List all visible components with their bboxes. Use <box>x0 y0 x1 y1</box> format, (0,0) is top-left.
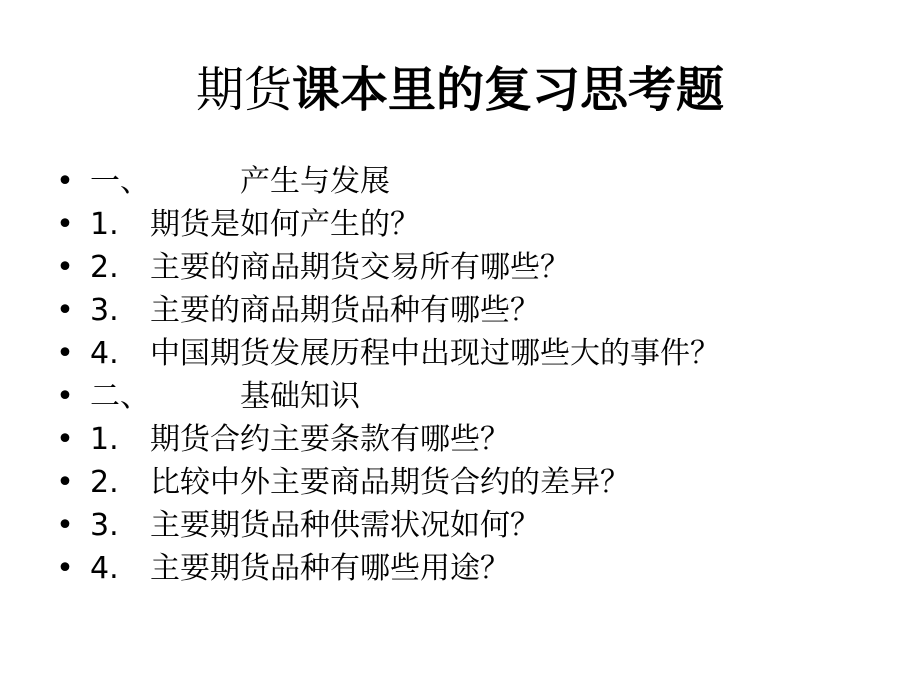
item-text: 比较中外主要商品期货合约的差异？ <box>150 465 630 500</box>
list-item <box>0 332 920 375</box>
item-number: 1. <box>90 207 119 242</box>
item-text: 主要的商品期货交易所有哪些？ <box>150 250 570 285</box>
bullet-icon: • <box>56 164 74 199</box>
bullet-icon: • <box>56 508 74 543</box>
item-text: 主要期货品种有哪些用途？ <box>150 551 510 586</box>
item-text: 期货合约主要条款有哪些？ <box>150 422 510 457</box>
list-item <box>0 418 920 461</box>
slide-title-part-1: 期货 <box>195 62 292 118</box>
section-number: 一、 <box>90 164 150 199</box>
list-item <box>0 547 920 590</box>
section-number: 二、 <box>90 379 150 414</box>
item-number: 2. <box>90 465 119 500</box>
section-heading <box>0 375 920 418</box>
item-text: 主要期货品种供需状况如何？ <box>150 508 540 543</box>
bullet-icon: • <box>56 379 74 414</box>
list-item <box>0 504 920 547</box>
item-text: 中国期货发展历程中出现过哪些大的事件？ <box>150 336 720 371</box>
slide-title <box>0 58 920 122</box>
slide-title-part-2: 课本里的复习思考题 <box>292 62 725 118</box>
item-text: 主要的商品期货品种有哪些？ <box>150 293 540 328</box>
bullet-icon: • <box>56 250 74 285</box>
section-title: 基础知识 <box>240 379 360 414</box>
question-list <box>0 160 920 590</box>
item-number: 1. <box>90 422 119 457</box>
item-number: 3. <box>90 508 119 543</box>
list-item <box>0 203 920 246</box>
item-number: 4. <box>90 551 119 586</box>
bullet-icon: • <box>56 293 74 328</box>
bullet-icon: • <box>56 422 74 457</box>
list-item <box>0 289 920 332</box>
section-title: 产生与发展 <box>240 164 390 199</box>
list-item <box>0 461 920 504</box>
item-number: 2. <box>90 250 119 285</box>
list-item <box>0 246 920 289</box>
bullet-icon: • <box>56 551 74 586</box>
bullet-icon: • <box>56 207 74 242</box>
bullet-icon: • <box>56 465 74 500</box>
bullet-icon: • <box>56 336 74 371</box>
section-heading <box>0 160 920 203</box>
item-text: 期货是如何产生的？ <box>150 207 420 242</box>
item-number: 4. <box>90 336 119 371</box>
item-number: 3. <box>90 293 119 328</box>
